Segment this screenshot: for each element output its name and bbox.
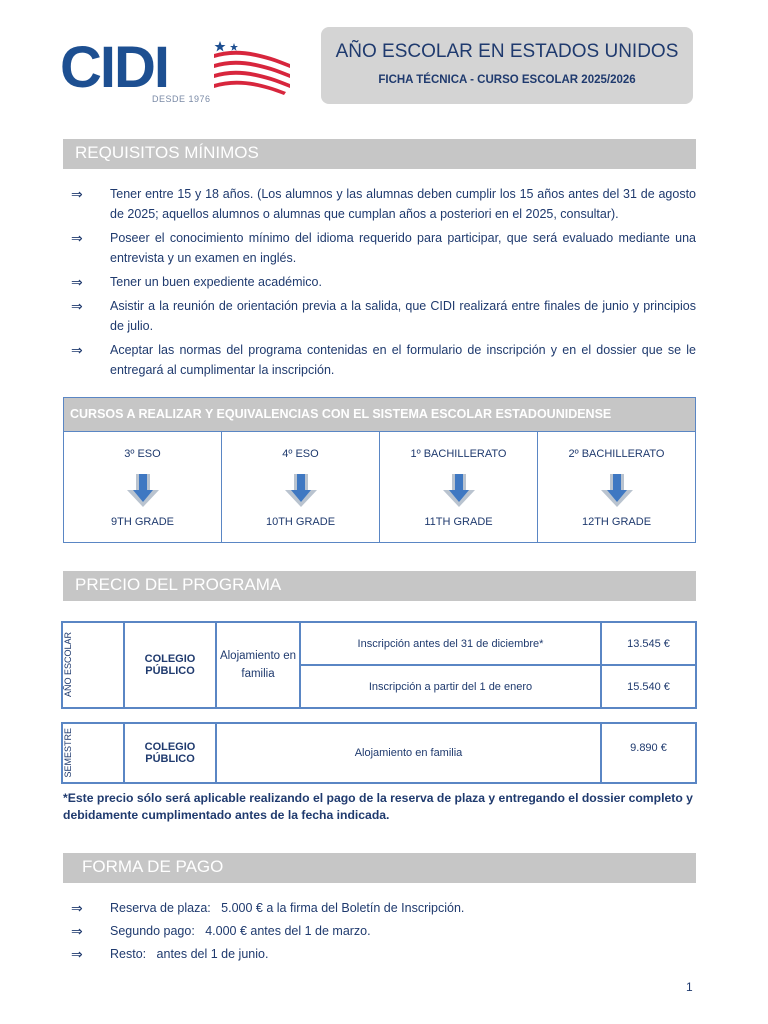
course-to: 11TH GRADE: [424, 516, 493, 528]
logo-wordmark: CIDI: [60, 35, 168, 100]
arrow-icon: ⇒: [71, 298, 83, 314]
down-arrow-icon: [125, 474, 161, 508]
list-item: ⇒ Aceptar las normas del programa contenidas en el formulario de inscripción y en el dossier que se le entregará al cumplimentar la inscripción.: [71, 342, 696, 377]
arrow-icon: ⇒: [71, 923, 83, 939]
course-cell: [222, 432, 380, 542]
course-cell: [538, 432, 695, 542]
school-cell: COLEGIO PÚBLICO: [124, 723, 216, 783]
price-cell: 15.540 €: [601, 665, 696, 708]
course-to: 10TH GRADE: [265, 516, 336, 528]
courses-equivalence-table: [63, 397, 696, 543]
arrow-icon: ⇒: [71, 342, 83, 358]
course-cell: [64, 432, 222, 542]
housing-cell: Alojamiento en familia: [216, 723, 601, 783]
arrow-icon: ⇒: [71, 186, 83, 202]
list-item: ⇒ Tener un buen expediente académico.: [71, 274, 322, 290]
list-item: ⇒ Resto: antes del 1 de junio.: [71, 946, 269, 962]
section-title: REQUISITOS MÍNIMOS: [75, 143, 259, 162]
table-cell: Inscripción antes del 31 de diciembre*: [300, 622, 601, 665]
down-arrow-icon: [441, 474, 477, 508]
arrow-icon: ⇒: [71, 900, 83, 916]
course-to: 12TH GRADE: [581, 516, 652, 528]
school-cell: COLEGIO PÚBLICO: [124, 622, 216, 708]
price-cell: 13.545 €: [601, 622, 696, 665]
housing-cell: Alojamiento en familia: [216, 622, 300, 708]
section-requisitos: [63, 139, 696, 169]
course-cell: [380, 432, 538, 542]
course-to: 9TH GRADE: [111, 516, 174, 528]
section-pago: [63, 853, 696, 883]
courses-header: CURSOS A REALIZAR Y EQUIVALENCIAS CON EL SISTEMA ESCOLAR ESTADOUNIDENSE: [64, 398, 695, 432]
pago-list: [63, 898, 696, 968]
page-title: AÑO ESCOLAR EN ESTADOS UNIDOS: [335, 41, 679, 62]
down-arrow-icon: [283, 474, 319, 508]
list-item: ⇒ Asistir a la reunión de orientación previa a la salida, que CIDI realizará entre finales de junio y principios de julio.: [71, 298, 696, 333]
header-box: [321, 27, 693, 104]
flag-stripes-icon: [210, 40, 292, 96]
course-from: 3º ESO: [124, 448, 161, 460]
table-cell: Inscripción a partir del 1 de enero: [300, 665, 601, 708]
period-cell: AÑO ESCOLAR: [62, 622, 124, 708]
list-item: ⇒ Tener entre 15 y 18 años. (Los alumnos y las alumnas deben cumplir los 15 años antes del 31 de agosto de 2025; aquellos alumnos o alumnas que cumplan años a posteriori en el 2025, consultar).: [71, 186, 696, 221]
section-title: FORMA DE PAGO: [82, 857, 224, 876]
price-note: *Este precio sólo será aplicable realizando el pago de la reserva de plaza y entregando el dossier completo y debidamente cumplimentado antes de la fecha indicada.: [63, 791, 693, 822]
list-item: ⇒ Segundo pago: 4.000 € antes del 1 de marzo.: [71, 923, 371, 939]
course-from: 1º BACHILLERATO: [410, 448, 507, 460]
page-number: 1: [686, 980, 693, 994]
price-table-annual: [61, 621, 697, 709]
arrow-icon: ⇒: [71, 274, 83, 290]
price-cell: 9.890 €: [601, 723, 696, 783]
list-item: ⇒ Reserva de plaza: 5.000 € a la firma del Boletín de Inscripción.: [71, 900, 465, 916]
cidi-logo: [60, 35, 295, 108]
arrow-icon: ⇒: [71, 230, 83, 246]
period-cell: SEMESTRE: [62, 723, 124, 783]
price-table-semester: [61, 722, 697, 784]
list-item: ⇒ Poseer el conocimiento mínimo del idioma requerido para participar, que será evaluado mediante una entrevista y un examen en inglés.: [71, 230, 696, 265]
arrow-icon: ⇒: [71, 946, 83, 962]
requisitos-list: [63, 184, 696, 384]
page-subtitle: FICHA TÉCNICA - CURSO ESCOLAR 2025/2026: [378, 74, 636, 86]
section-title: PRECIO DEL PROGRAMA: [75, 575, 282, 594]
logo-since: DESDE 1976: [152, 94, 211, 104]
course-from: 4º ESO: [282, 448, 319, 460]
down-arrow-icon: [599, 474, 635, 508]
section-precio: [63, 571, 696, 601]
course-from: 2º BACHILLERATO: [568, 448, 665, 460]
